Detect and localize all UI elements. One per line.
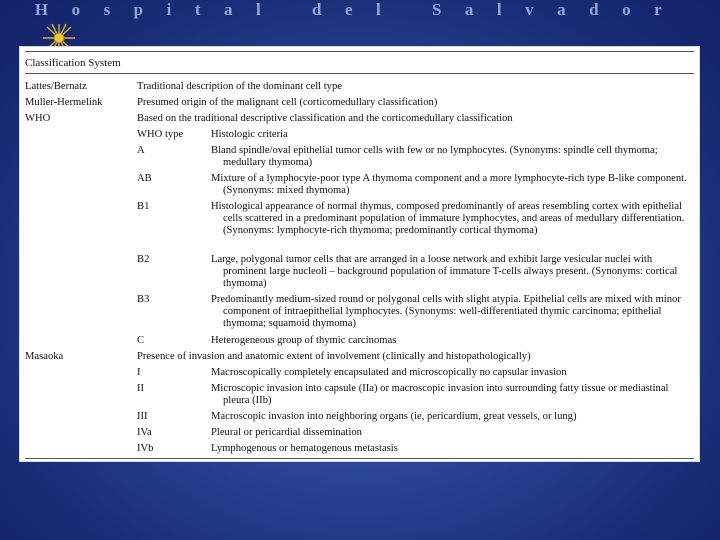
who-type: B1 <box>137 201 150 212</box>
who-type: AB <box>137 173 152 184</box>
masaoka-stage: IVa <box>137 427 152 438</box>
masaoka-stage: I <box>137 367 141 378</box>
who-criteria: Predominantly medium-sized round or polygonal cells with slight atypia. Epithelial cells are mixed with minor component of intraepithelial lymphocytes. (Synonyms: well-differentiated thymic carcinoma; epithelial thymoma; squamoid thymoma) <box>211 294 681 330</box>
system-name: Muller-Hermelink <box>25 97 103 108</box>
who-criteria-header: Histologic criteria <box>211 129 288 140</box>
who-criteria: Mixture of a lymphocyte-poor type A thymoma component and a more lymphocyte-rich type B-like component. (Synonyms: mixed thymoma) <box>211 173 687 197</box>
who-criteria: Bland spindle/oval epithelial tumor cells with few or no lymphocytes. (Synonyms: spindle cell thymoma; medullary thymoma) <box>211 145 658 169</box>
table-bottom-rule <box>25 458 694 459</box>
masaoka-criteria: Microscopic invasion into capsule (IIa) or macroscopic invasion into surrounding fatty tissue or mediastinal pleura (IIb) <box>211 383 669 407</box>
system-description: Presumed origin of the malignant cell (corticomedullary classification) <box>137 97 438 108</box>
masaoka-criteria: Macroscopically completely encapsulated and microscopically no capsular invasion <box>211 367 567 378</box>
table-header-label: Classification System <box>25 57 121 69</box>
table-top-rule <box>25 51 694 52</box>
table-header-rule <box>25 73 694 74</box>
masaoka-stage: III <box>137 411 148 422</box>
masaoka-criteria: Lymphogenous or hematogenous metastasis <box>211 443 398 454</box>
system-description: Based on the traditional descriptive classification and the corticomedullary classification <box>137 113 513 124</box>
who-type: B3 <box>137 294 150 305</box>
masaoka-stage: IVb <box>137 443 154 454</box>
system-description: Traditional description of the dominant cell type <box>137 81 342 92</box>
who-type: A <box>137 145 145 156</box>
system-name: Masaoka <box>25 351 64 362</box>
who-criteria: Heterogeneous group of thymic carcinomas <box>211 335 397 346</box>
system-description: Presence of invasion and anatomic extent of involvement (clinically and histopathologically) <box>137 351 531 362</box>
masaoka-criteria: Pleural or pericardial dissemination <box>211 427 362 438</box>
slide-header-title: Hospital del Salvador <box>34 0 686 19</box>
who-criteria: Large, polygonal tumor cells that are arranged in a loose network and exhibit large vesicular nuclei with prominent large nucleoli – background population of immature T-cells always present. (Synonyms: cortical thymoma) <box>211 254 678 290</box>
who-type-header: WHO type <box>137 129 184 140</box>
system-name: Lattes/Bernatz <box>25 81 87 92</box>
classification-table <box>20 47 699 461</box>
masaoka-stage: II <box>137 383 145 394</box>
masaoka-criteria: Macroscopic invasion into neighboring organs (ie, pericardium, great vessels, or lung) <box>211 411 577 422</box>
system-name: WHO <box>25 113 51 124</box>
who-criteria: Histological appearance of normal thymus, composed predominantly of areas resembling cortex with epithelial cells scattered in a predominant population of immature lymphocytes, and areas of medullary differentiation. (Synonyms: lymphocyte-rich thymoma; predominantly cortical thymoma) <box>211 201 685 237</box>
who-type: C <box>137 335 145 346</box>
who-type: B2 <box>137 254 150 265</box>
